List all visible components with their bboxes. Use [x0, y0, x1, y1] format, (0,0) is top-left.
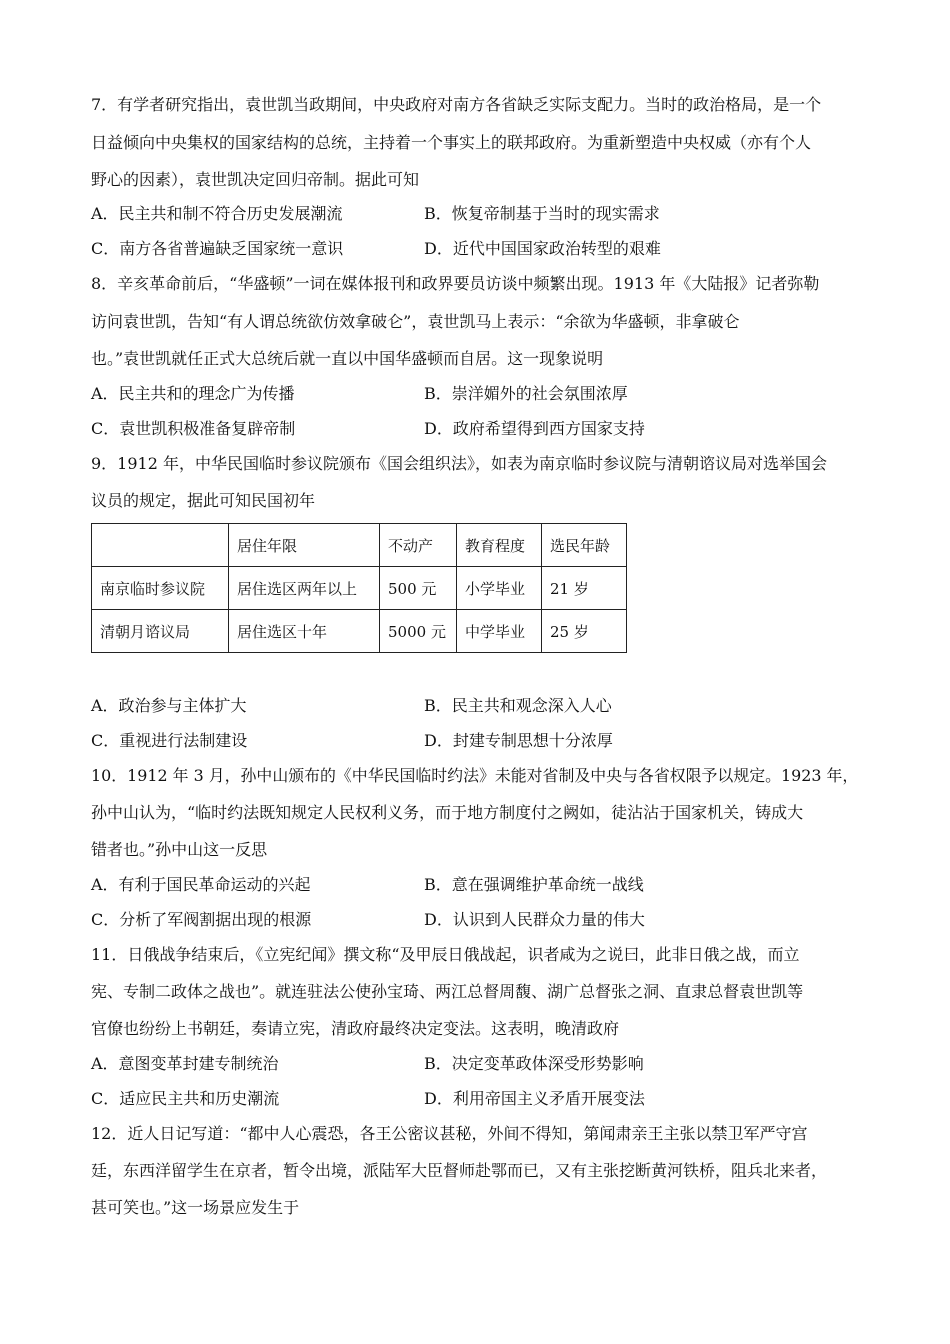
table-row: [92, 567, 627, 610]
q10-stem-line: 错者也。”孙中山这一反思: [91, 840, 268, 859]
q10-stem-line: 孙中山认为，“临时约法既知规定人民权利义务，而于地方制度付之阙如，徒沾沾于国家机关，铸成大: [91, 803, 804, 822]
q9-option-d: D．封建专制思想十分浓厚: [424, 731, 613, 750]
table-cell: 南京临时参议院: [92, 567, 229, 610]
table-header-cell: 居住年限: [229, 524, 380, 567]
q11-stem-line: 11．日俄战争结束后，《立宪纪闻》撰文称“及甲辰日俄战起，识者咸为之说曰，此非日俄之战，而立: [91, 945, 800, 964]
q11-stem-line: 官僚也纷纷上书朝廷，奏请立宪，清政府最终决定变法。这表明，晚清政府: [91, 1019, 620, 1038]
q11-option-a: A．意图变革封建专制统治: [91, 1054, 279, 1073]
q7-stem-line: 野心的因素），袁世凯决定回归帝制。据此可知: [91, 170, 420, 189]
table-cell: 25 岁: [542, 610, 627, 653]
table-cell: 居住选区两年以上: [229, 567, 380, 610]
q10-option-d: D．认识到人民群众力量的伟大: [424, 910, 645, 929]
table-cell: 中学毕业: [457, 610, 542, 653]
q9-option-a: A．政治参与主体扩大: [91, 696, 247, 715]
table-cell: 5000 元: [380, 610, 457, 653]
table-cell: 清朝月谘议局: [92, 610, 229, 653]
q12-stem-line: 甚可笑也。”这一场景应发生于: [91, 1198, 300, 1217]
table-cell: 21 岁: [542, 567, 627, 610]
q11-option-b: B．决定变革政体深受形势影响: [424, 1054, 644, 1073]
q12-stem-line: 12．近人日记写道：“都中人心震恐，各王公密议甚秘，外间不得知，第闻肃亲王主张以禁卫军严守宫: [91, 1124, 808, 1143]
q7-option-d: D．近代中国国家政治转型的艰难: [424, 239, 661, 258]
table-row: [92, 610, 627, 653]
table-cell: 小学毕业: [457, 567, 542, 610]
q12-stem-line: 廷，东西洋留学生在京者，暂令出境，派陆军大臣督师赴鄂而已，又有主张挖断黄河铁桥，阻兵北来者，: [91, 1161, 828, 1180]
table-header-row: [92, 524, 627, 567]
q11-stem-line: 宪、专制二政体之战也”。就连驻法公使孙宝琦、两江总督周馥、湖广总督张之洞、直隶总督袁世凯等: [91, 982, 804, 1001]
q10-stem-line: 10．1912 年 3 月，孙中山颁布的《中华民国临时约法》未能对省制及中央与各省权限予以规定。1923 年，: [91, 766, 859, 785]
q8-option-b: B．崇洋媚外的社会氛围浓厚: [424, 384, 628, 403]
q9-option-b: B．民主共和观念深入人心: [424, 696, 612, 715]
q8-stem-line: 也。”袁世凯就任正式大总统后就一直以中国华盛顿而自居。这一现象说明: [91, 349, 604, 368]
q9-option-c: C．重视进行法制建设: [91, 731, 248, 750]
table-header-cell: 选民年龄: [542, 524, 627, 567]
q11-option-c: C．适应民主共和历史潮流: [91, 1089, 280, 1108]
q7-stem-line: 日益倾向中央集权的国家结构的总统，主持着一个事实上的联邦政府。为重新塑造中央权威（亦有个人: [91, 133, 812, 152]
q11-option-d: D．利用帝国主义矛盾开展变法: [424, 1089, 645, 1108]
q8-option-d: D．政府希望得到西方国家支持: [424, 419, 645, 438]
table-header-cell: 教育程度: [457, 524, 542, 567]
q8-option-c: C．袁世凯积极准备复辟帝制: [91, 419, 296, 438]
q10-option-b: B．意在强调维护革命统一战线: [424, 875, 644, 894]
election-rules-table: [91, 523, 627, 653]
q7-stem-line: 7．有学者研究指出，袁世凯当政期间，中央政府对南方各省缺乏实际支配力。当时的政治格局，是一个: [91, 95, 822, 114]
q9-stem-line: 议员的规定，据此可知民国初年: [91, 491, 316, 510]
table-header-cell: [92, 524, 229, 567]
q7-option-c: C．南方各省普遍缺乏国家统一意识: [91, 239, 344, 258]
q7-option-b: B．恢复帝制基于当时的现实需求: [424, 204, 660, 223]
q8-stem-line: 访问袁世凯，告知“有人谓总统欲仿效拿破仑”，袁世凯马上表示：“余欲为华盛顿，非拿破仑: [91, 312, 740, 331]
q7-option-a: A．民主共和制不符合历史发展潮流: [91, 204, 343, 223]
q10-option-c: C．分析了军阀割据出现的根源: [91, 910, 312, 929]
q8-stem-line: 8．辛亥革命前后，“华盛顿”一词在媒体报刊和政界要员访谈中频繁出现。1913 年《大陆报》记者弥勒: [91, 274, 820, 293]
q8-option-a: A．民主共和的理念广为传播: [91, 384, 295, 403]
table-cell: 500 元: [380, 567, 457, 610]
table-header-cell: 不动产: [380, 524, 457, 567]
q9-stem-line: 9．1912 年，中华民国临时参议院颁布《国会组织法》，如表为南京临时参议院与清朝谘议局对选举国会: [91, 454, 827, 473]
q10-option-a: A．有利于国民革命运动的兴起: [91, 875, 311, 894]
table-cell: 居住选区十年: [229, 610, 380, 653]
